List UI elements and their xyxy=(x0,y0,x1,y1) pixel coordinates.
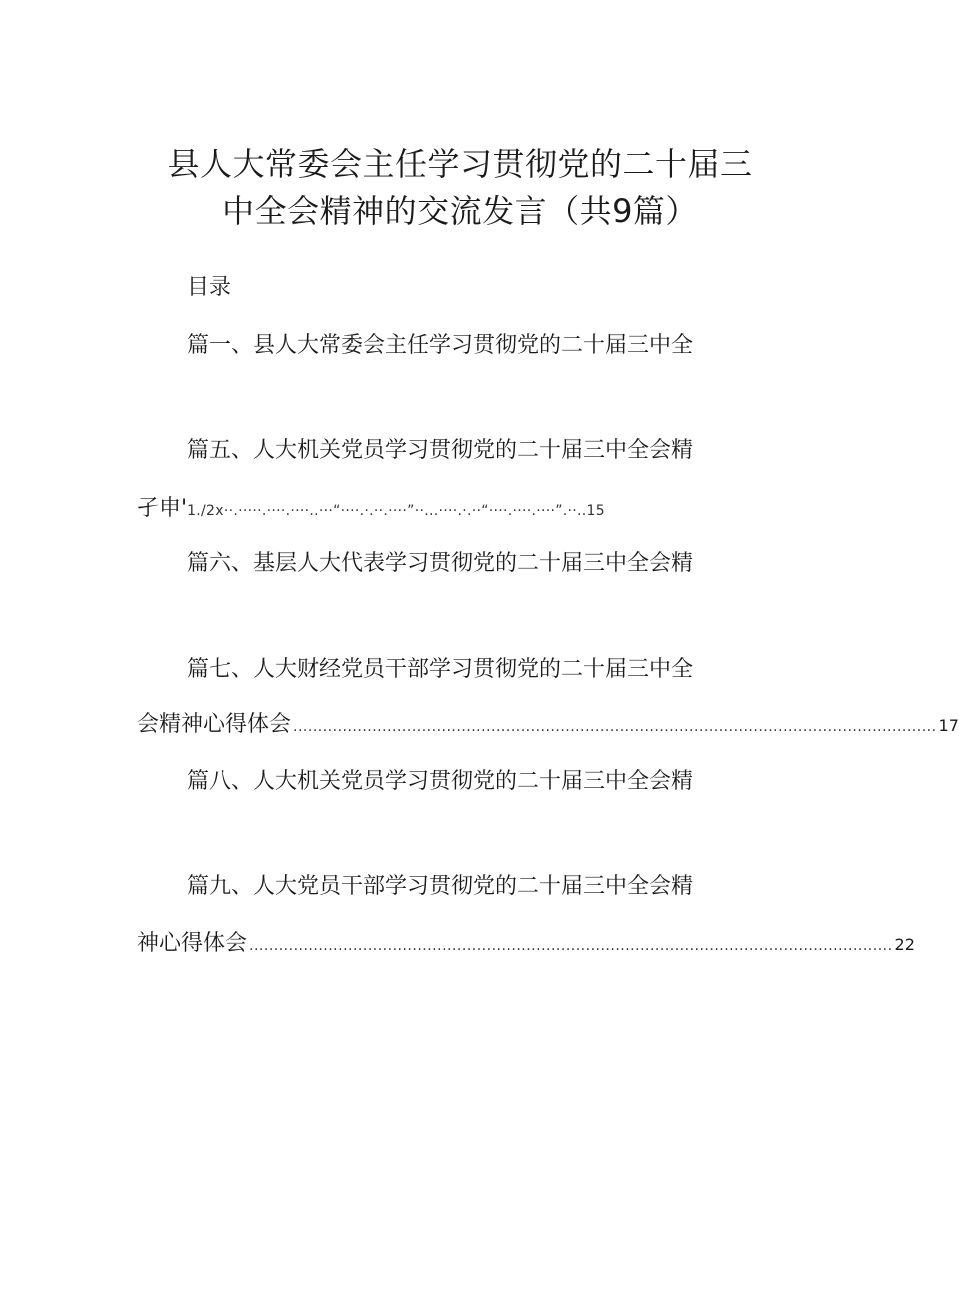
document-title-line-2: 中全会精神的交流发言（共9篇） xyxy=(222,192,698,230)
toc-heading: 目录 xyxy=(187,275,232,300)
toc-entry-1: 篇一、县人大常委会主任学习贯彻党的二十届三中全 xyxy=(187,333,694,358)
toc-entry-5-continuation xyxy=(137,495,605,525)
toc-entry-8: 篇八、人大机关党员学习贯彻党的二十届三中全会精 xyxy=(187,769,694,794)
dot-leader: .................................................................................................................................. xyxy=(249,938,893,954)
toc-entry-9-page: 22 xyxy=(894,935,915,954)
toc-entry-7-continuation xyxy=(137,711,959,741)
document-title-line-1: 县人大常委会主任学习贯彻党的二十届三 xyxy=(167,145,753,183)
toc-entry-5-garbled-leader: 1./2x··.·····.····.····..···“····.·.··.····”··...····.·.··“····.····.····”.··..15 xyxy=(187,503,605,519)
toc-entry-9-continuation xyxy=(137,930,915,960)
toc-entry-7-text: 会精神心得体会 xyxy=(137,712,292,737)
toc-entry-7-page: 17 xyxy=(938,716,959,735)
toc-entry-7: 篇七、人大财经党员干部学习贯彻党的二十届三中全 xyxy=(187,657,694,682)
toc-entry-5: 篇五、人大机关党员学习贯彻党的二十届三中全会精 xyxy=(187,438,694,463)
toc-entry-9: 篇九、人大党员干部学习贯彻党的二十届三中全会精 xyxy=(187,874,694,899)
toc-entry-6: 篇六、基层人大代表学习贯彻党的二十届三中全会精 xyxy=(187,551,694,576)
toc-entry-9-text: 神心得体会 xyxy=(137,931,248,956)
toc-entry-5-garbled-prefix: 孑申' xyxy=(137,496,188,521)
dot-leader: .................................................................................................................................. xyxy=(293,719,937,735)
